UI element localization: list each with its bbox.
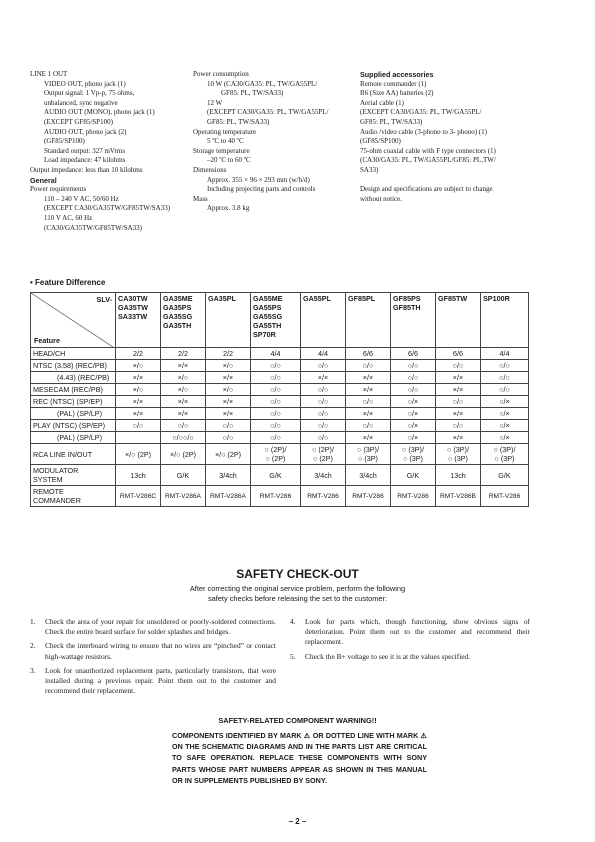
safety-item: 1. Check the area of your repair for unsoldered or poorly-soldered connections. Check the entire board surface for solder splashes and bridges. [30, 617, 276, 637]
feature-value: ○/○ [301, 420, 346, 432]
av-cable-models: (GF85/SP100) [360, 137, 401, 146]
power-consumption-2b: GF85: PL, TW/SA33) [207, 117, 270, 126]
feature-value: ○/○ [436, 360, 481, 372]
feature-value: ×/× [206, 396, 251, 408]
safety-warning-body: COMPONENTS IDENTIFIED BY MARK ⚠ OR DOTTED LINE WITH MARK ⚠ ON THE SCHEMATIC DIAGRAMS AND IN THE PARTS LIST ARE CRITICAL TO SAFE OPERATION. REPLACE THESE COMPONENTS WITH SONY PARTS WHOSE PART NUMBERS APPEAR AS SHOWN IN THIS MANUAL OR IN SUPPLEMENTS PUBLISHED BY SONY. [172, 731, 427, 785]
feature-value: ○ (3P)/ ○ (3P) [481, 444, 529, 465]
feature-value: ×/× [116, 372, 161, 384]
unbalanced: unbalanced, sync negative [44, 98, 118, 107]
storage-temperature: Storage temperature [193, 146, 250, 155]
feature-value: ×/× [346, 372, 391, 384]
operating-temperature-value: 5 ºC to 40 ºC [207, 137, 244, 146]
except-gf85: (EXCEPT GF85/SP100) [44, 117, 113, 126]
feature-value: ○/○ [251, 420, 301, 432]
safety-intro-line-2: safety checks before releasing the set to the customer: [207, 594, 388, 603]
feature-value: ○/× [391, 408, 436, 420]
feature-row [31, 372, 529, 384]
feature-label: MODULATOR SYSTEM [31, 465, 116, 486]
safety-list-left [30, 617, 276, 700]
feature-value: ×/× [436, 408, 481, 420]
feature-value: RMT-V286A [206, 486, 251, 507]
safety-intro [0, 584, 595, 604]
feature-value: ×/× [436, 432, 481, 444]
feature-value: ○/× [481, 432, 529, 444]
feature-value: ○ (3P)/ ○ (3P) [391, 444, 436, 465]
feature-value [116, 432, 161, 444]
feature-value: ○/○ [436, 396, 481, 408]
feature-value: ○/× [391, 396, 436, 408]
feature-row [31, 444, 529, 465]
feature-value: RMT-V286 [391, 486, 436, 507]
model-header [346, 293, 391, 348]
feature-value: ○/○ [206, 432, 251, 444]
feature-label: (PAL) (SP/LP) [31, 408, 116, 420]
safety-item: 2. Check the interboard wiring to ensure that no wires are “pinched” or contact high-wattage resistors. [30, 641, 276, 661]
feature-value: 3/4ch [301, 465, 346, 486]
model-header [251, 293, 301, 348]
model-name: SA33TW [118, 312, 148, 321]
feature-value: 6/6 [391, 348, 436, 360]
coax-cable: 75-ohm coaxial cable with F type connectors (1) [360, 146, 496, 155]
except-ca30: (EXCEPT CA30/GA35TW/GF85TW/SA33) [44, 204, 171, 213]
power-consumption-2a: (EXCEPT CA30/GA35: PL, TW/GA55PL/ [207, 108, 329, 117]
feature-value: 6/6 [346, 348, 391, 360]
feature-table-body [31, 348, 529, 507]
feature-value: 2/2 [161, 348, 206, 360]
table-corner-cell [31, 293, 116, 348]
power-consumption: Power consumption [193, 70, 249, 78]
mass-value: Approx. 3.8 kg [207, 204, 250, 213]
model-name: GA35PL [208, 294, 236, 303]
feature-table-header [31, 293, 529, 348]
model-name: SP70R [253, 330, 276, 339]
feature-value: ○/○○/○ [161, 432, 206, 444]
feature-value: ×/○ [206, 360, 251, 372]
model-name: GF85PL [348, 294, 376, 303]
feature-value: ○/○ [391, 372, 436, 384]
feature-row [31, 408, 529, 420]
power-consumption-1a: 10 W (CA30/GA35: PL, TW/GA55PL/ [207, 79, 318, 88]
safety-item-text: Check the B+ voltage to see it is at the values specified. [305, 651, 471, 661]
feature-value: ×/× [161, 408, 206, 420]
power-consumption-1b: GF85: PL, TW/SA33) [221, 89, 284, 98]
safety-item-text: Check the area of your repair for unsoldered or poorly-soldered connections. Check the entire board surface for solder splashes and bridges. [45, 617, 276, 637]
feature-value: G/K [251, 465, 301, 486]
feature-value: ×/× [161, 396, 206, 408]
aerial-cable: Aerial cable (1) [360, 98, 404, 107]
feature-value: ○/○ [301, 384, 346, 396]
feature-value: ○/× [481, 420, 529, 432]
feature-difference-title: • Feature Difference [30, 278, 106, 287]
model-name: GA35ME [163, 294, 193, 303]
feature-value: ×/○ [206, 384, 251, 396]
feature-row [31, 348, 529, 360]
spec-column-1 [30, 70, 170, 233]
feature-value: 4/4 [481, 348, 529, 360]
feature-label: PLAY (NTSC) (SP/EP) [31, 420, 116, 432]
feature-row [31, 360, 529, 372]
operating-temperature: Operating temperature [193, 127, 257, 136]
model-name: SP100R [483, 294, 510, 303]
feature-row [31, 384, 529, 396]
load-impedance: Load impedance: 47 kilohms [44, 156, 126, 165]
model-name: GA35PS [163, 303, 192, 312]
feature-value: ○/○ [481, 360, 529, 372]
feature-value: ×/○ (2P) [161, 444, 206, 465]
feature-value: 13ch [436, 465, 481, 486]
feature-value: ○/○ [391, 360, 436, 372]
safety-checkout-title: SAFETY CHECK-OUT [236, 567, 359, 581]
feature-label: (PAL) (SP/LP) [31, 432, 116, 444]
model-name: GA55PL [303, 294, 331, 303]
feature-value: G/K [481, 465, 529, 486]
voltage-1: 110 – 240 V AC, 50/60 Hz [44, 194, 119, 203]
feature-value: ○/○ [481, 384, 529, 396]
feature-label: HEAD/CH [31, 348, 116, 360]
page-number: – 2 – [288, 817, 307, 826]
coax-models-2: SA33) [360, 165, 379, 174]
disclaimer-1: Design and specifications are subject to change [360, 185, 493, 194]
feature-value: ×/× [116, 408, 161, 420]
safety-list-right [290, 617, 530, 666]
feature-label: NTSC (3.58) (REC/PB) [31, 360, 116, 372]
standard-output: Standard output: 327 mVrms [44, 146, 126, 155]
feature-label: RCA LINE IN/OUT [31, 444, 116, 465]
feature-value: ○/× [391, 420, 436, 432]
feature-value: ×/× [346, 384, 391, 396]
feature-value: 6/6 [436, 348, 481, 360]
model-header [161, 293, 206, 348]
feature-value: ○/○ [251, 396, 301, 408]
safety-item: 4. Look for parts which, though functioning, show obvious signs of deterioration. Point them out to the customer and recommend their replacement. [290, 617, 530, 647]
feature-table [30, 292, 529, 507]
general-heading: General [30, 175, 57, 185]
feature-value: ○/○ [301, 408, 346, 420]
feature-row [31, 396, 529, 408]
feature-value: ○/○ [251, 360, 301, 372]
feature-label: (4.43) (REC/PB) [31, 372, 116, 384]
feature-value: 13ch [116, 465, 161, 486]
corner-model-label: SLV- [96, 295, 112, 304]
disclaimer-2: without notice. [360, 194, 402, 203]
feature-value: RMT-V286A [161, 486, 206, 507]
feature-value: ○/○ [481, 372, 529, 384]
feature-value: ○/○ [251, 432, 301, 444]
feature-value: ×/× [116, 396, 161, 408]
coax-models-1: (CA30/GA35: PL, TW/GA55PL/GF85: PL,TW/ [360, 156, 496, 165]
feature-value: RMT-V286 [251, 486, 301, 507]
model-header [391, 293, 436, 348]
batteries: R6 (Size AA) batteries (2) [360, 89, 434, 98]
gf85-sp100: (GF85/SP100) [44, 137, 85, 146]
feature-row [31, 465, 529, 486]
model-name: CA30TW [118, 294, 148, 303]
feature-value: G/K [391, 465, 436, 486]
feature-value: 2/2 [206, 348, 251, 360]
feature-value: ○/○ [206, 420, 251, 432]
model-name: GA35TH [163, 321, 192, 330]
feature-label: REC (NTSC) (SP/EP) [31, 396, 116, 408]
av-cable: Audio /video cable (3-phono to 3- phono) (1) [360, 127, 487, 136]
model-header [206, 293, 251, 348]
spec-column-2 [193, 70, 328, 214]
feature-value: ○/○ [161, 420, 206, 432]
feature-row [31, 420, 529, 432]
feature-value: ○/○ [251, 384, 301, 396]
power-requirements: Power requirements [30, 185, 87, 194]
mass: Mass [193, 194, 208, 203]
model-name: GA55TH [253, 321, 282, 330]
safety-intro-line-1: After correcting the original service problem, perform the following [189, 584, 406, 593]
feature-value: 3/4ch [346, 465, 391, 486]
feature-value: ○ (2P)/ ○ (2P) [301, 444, 346, 465]
feature-value: 4/4 [301, 348, 346, 360]
feature-value: ×/○ [116, 360, 161, 372]
aerial-except-2: GF85: PL, TW/SA33) [360, 117, 423, 126]
feature-value: RMT-V286 [301, 486, 346, 507]
aerial-except-1: (EXCEPT CA30/GA35: PL, TW/GA55PL/ [360, 108, 482, 117]
feature-value: ○/○ [346, 420, 391, 432]
feature-value: G/K [161, 465, 206, 486]
voltage-2: 110 V AC, 60 Hz [44, 213, 93, 222]
safety-warning-title: SAFETY-RELATED COMPONENT WARNING!! [218, 716, 377, 725]
ca30-models: (CA30/GA35TW/GF85TW/SA33) [44, 223, 142, 232]
feature-value: ○/○ [436, 420, 481, 432]
feature-value: ×/○ [161, 384, 206, 396]
feature-value: ○/○ [251, 408, 301, 420]
model-name: GA55SG [253, 312, 283, 321]
remote-commander: Remote commander (1) [360, 79, 427, 88]
feature-value: ○/○ [301, 432, 346, 444]
feature-value: ○/○ [301, 396, 346, 408]
model-header [436, 293, 481, 348]
spec-column-3 [360, 70, 496, 204]
safety-item-text: Check the interboard wiring to ensure that no wires are “pinched” or contact high-wattage resistors. [45, 641, 276, 661]
storage-temperature-value: –20 ºC to 60 ºC [207, 156, 251, 165]
feature-value: ○ (3P)/ ○ (3P) [346, 444, 391, 465]
feature-value: 3/4ch [206, 465, 251, 486]
feature-value: ×/× [346, 408, 391, 420]
feature-value: ×/× [206, 408, 251, 420]
feature-value: ○ (2P)/ ○ (2P) [251, 444, 301, 465]
line1-out: LINE 1 OUT [30, 70, 68, 78]
feature-value: ×/○ (2P) [206, 444, 251, 465]
corner-feature-label: Feature [34, 336, 60, 345]
feature-value: ○/○ [301, 360, 346, 372]
feature-value: 2/2 [116, 348, 161, 360]
model-name: GA35TW [118, 303, 148, 312]
model-name: GF85TH [393, 303, 421, 312]
feature-value: ×/× [301, 372, 346, 384]
feature-value: ○/○ [346, 396, 391, 408]
model-header [116, 293, 161, 348]
safety-item-text: Look for unauthorized replacement parts, particularly transistors, that were installed during a previous repair. Point them out to the customer and recommend their replacement. [45, 665, 276, 696]
dimensions: Dimensions [193, 165, 227, 174]
safety-item-text: Look for parts which, though functioning, show obvious signs of deterioration. Point them out to the customer and recommend their replacement. [305, 617, 530, 647]
video-out: VIDEO OUT, phono jack (1) [44, 79, 126, 88]
feature-value: ○/○ [251, 372, 301, 384]
supplied-accessories-heading: Supplied accessories [360, 70, 434, 79]
model-header [481, 293, 529, 348]
safety-item: 5. Check the B+ voltage to see it is at the values specified. [290, 651, 471, 661]
feature-value: ×/× [436, 384, 481, 396]
feature-row [31, 432, 529, 444]
feature-value: RMT-V286 [481, 486, 529, 507]
audio-out-mono: AUDIO OUT (MONO), phono jack (1) [44, 108, 155, 117]
safety-item: 3. Look for unauthorized replacement parts, particularly transistors, that were installed during a previous repair. Point them out to the customer and recommend their replacement. [30, 665, 276, 696]
output-impedance: Output impedance: less than 10 kilohms [30, 165, 143, 174]
feature-value: ○/○ [346, 360, 391, 372]
feature-value: RMT-V286 [346, 486, 391, 507]
power-consumption-2: 12 W [207, 98, 223, 107]
feature-value: ×/× [206, 372, 251, 384]
model-name: GF85TW [438, 294, 468, 303]
feature-value: RMT-V286C [116, 486, 161, 507]
feature-value: ○/× [481, 408, 529, 420]
feature-value: ×/× [346, 432, 391, 444]
model-name: GA55ME [253, 294, 283, 303]
feature-value: ○ (3P)/ ○ (3P) [436, 444, 481, 465]
dimensions-note: Including projecting parts and controls [207, 185, 316, 194]
feature-value: ×/○ [116, 384, 161, 396]
feature-row [31, 486, 529, 507]
feature-value: ○/× [481, 396, 529, 408]
model-name: GF85PS [393, 294, 421, 303]
feature-label: REMOTE COMMANDER [31, 486, 116, 507]
model-header [301, 293, 346, 348]
dimensions-value: Approx. 355 × 96 × 293 mm (w/h/d) [207, 175, 310, 184]
model-name: GA55PS [253, 303, 282, 312]
feature-label: MESECAM (REC/PB) [31, 384, 116, 396]
feature-value: RMT-V286B [436, 486, 481, 507]
feature-value: 4/4 [251, 348, 301, 360]
feature-value: ×/× [436, 372, 481, 384]
feature-value: ○/× [391, 432, 436, 444]
feature-value: ×/○ [161, 372, 206, 384]
model-name: GA35SG [163, 312, 193, 321]
audio-out: AUDIO OUT, phono jack (2) [44, 127, 127, 136]
feature-value: ○/○ [391, 384, 436, 396]
feature-value: ○/○ [116, 420, 161, 432]
output-signal: Output signal: 1 Vp-p, 75 ohms, [44, 89, 135, 98]
feature-value: ×/○ (2P) [116, 444, 161, 465]
feature-value: ×/× [161, 360, 206, 372]
